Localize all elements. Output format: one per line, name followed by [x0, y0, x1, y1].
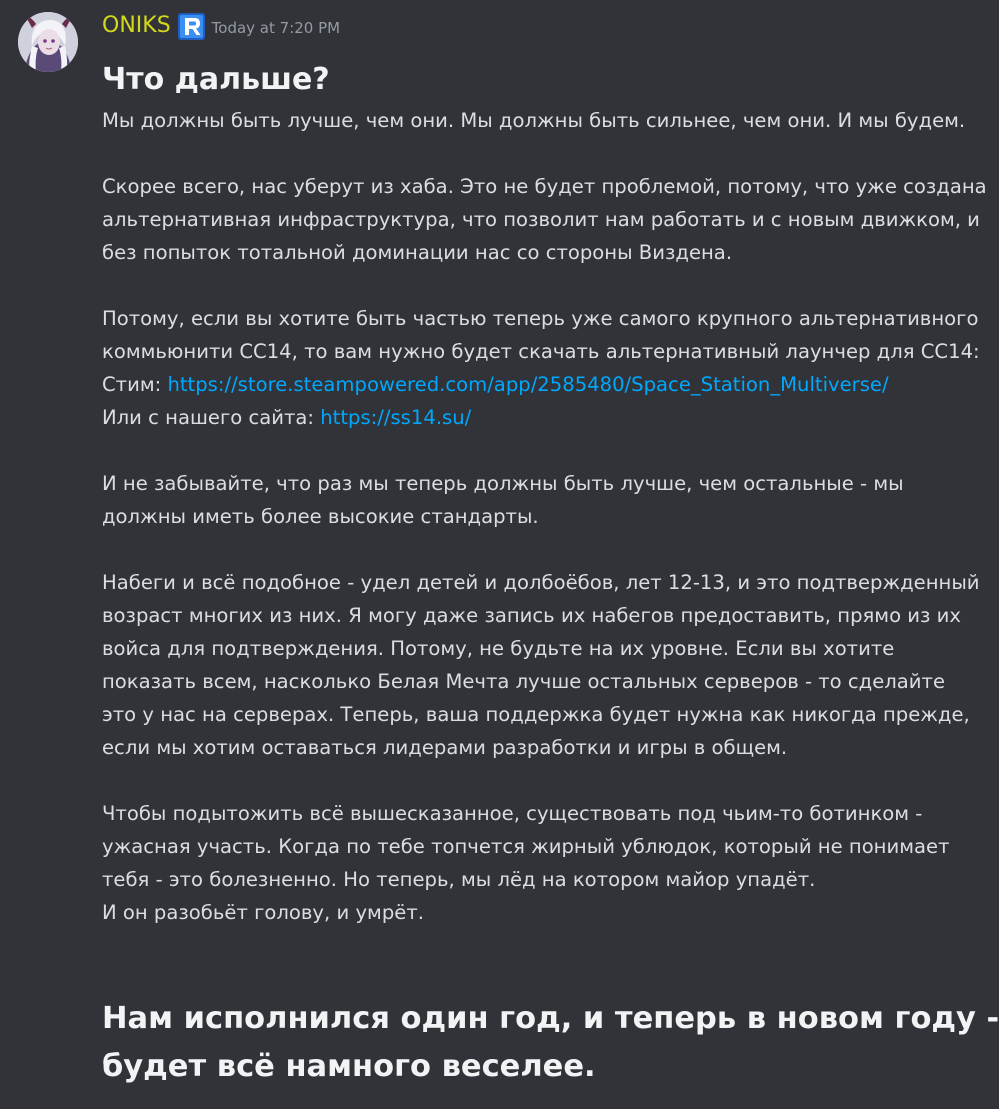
link-label: Или с нашего сайта: — [102, 406, 321, 429]
text-line: Потому, если вы хотите быть частью теперь уже самого крупного альтернативного — [102, 307, 979, 330]
text-line: должны иметь более высокие стандарты. — [102, 505, 539, 528]
text-line: войса для подтверждения. Потому, не будьте на их уровне. Если вы хотите — [102, 637, 895, 660]
text-line: коммьюнити СС14, то вам нужно будет скачать альтернативный лаунчер для СС14: — [102, 340, 980, 363]
text-line-with-link — [102, 368, 992, 401]
avatar-image — [18, 12, 78, 72]
text-line: это у нас на серверах. Теперь, ваша поддержка будет нужна как никогда прежде, — [102, 703, 970, 726]
footer-heading: будет всё намного веселее. — [102, 1049, 596, 1084]
r-block-icon[interactable] — [178, 13, 205, 40]
text-line: Мы должны быть лучше, чем они. Мы должны быть сильнее, чем они. И мы будем. — [102, 109, 966, 132]
text-line: Набеги и всё подобное - удел детей и долбоёбов, лет 12-13, и это подтвержденный — [102, 571, 980, 594]
text-line: возраст многих из них. Я могу даже запись их набегов предоставить, прямо из их — [102, 604, 962, 627]
text-line: если мы хотим оставаться лидерами разработки и игры в общем. — [102, 736, 788, 759]
section-heading: Что дальше? — [102, 62, 330, 97]
text-line: И не забывайте, что раз мы теперь должны быть лучше, чем остальные - мы — [102, 472, 904, 495]
steam-store-link[interactable]: https://store.steampowered.com/app/2585480/Space_Station_Multiverse/ — [167, 373, 889, 396]
avatar[interactable] — [18, 12, 78, 72]
text-line: тебя - это болезненно. Но теперь, мы лёд на котором майор упадёт. — [102, 868, 816, 891]
text-line: Чтобы подытожить всё вышесказанное, существовать под чьим-то ботинком - — [102, 802, 923, 825]
link-label: Стим: — [102, 373, 168, 396]
text-line: без попыток тотальной доминации нас со стороны Виздена. — [102, 241, 733, 264]
timestamp[interactable]: Today at 7:20 PM — [211, 18, 341, 37]
author-name[interactable]: ONIKS — [102, 13, 171, 38]
message-content — [102, 56, 999, 1091]
site-link[interactable]: https://ss14.su/ — [320, 406, 472, 429]
text-line-with-link — [102, 401, 992, 434]
text-line: И он разобьёт голову, и умрёт. — [102, 901, 424, 924]
text-line: альтернативная инфраструктура, что позволит нам работать и с новым движком, и — [102, 208, 980, 231]
message-header — [102, 10, 340, 42]
text-line: Скорее всего, нас уберут из хаба. Это не будет проблемой, потому, что уже создана — [102, 175, 987, 198]
footer-heading: Нам исполнился один год, и теперь в новом году - — [102, 1001, 999, 1036]
text-line: ужасная участь. Когда по тебе топчется жирный ублюдок, который не понимает — [102, 835, 950, 858]
text-line: показать всем, насколько Белая Мечта лучше остальных серверов - то сделайте — [102, 670, 946, 693]
